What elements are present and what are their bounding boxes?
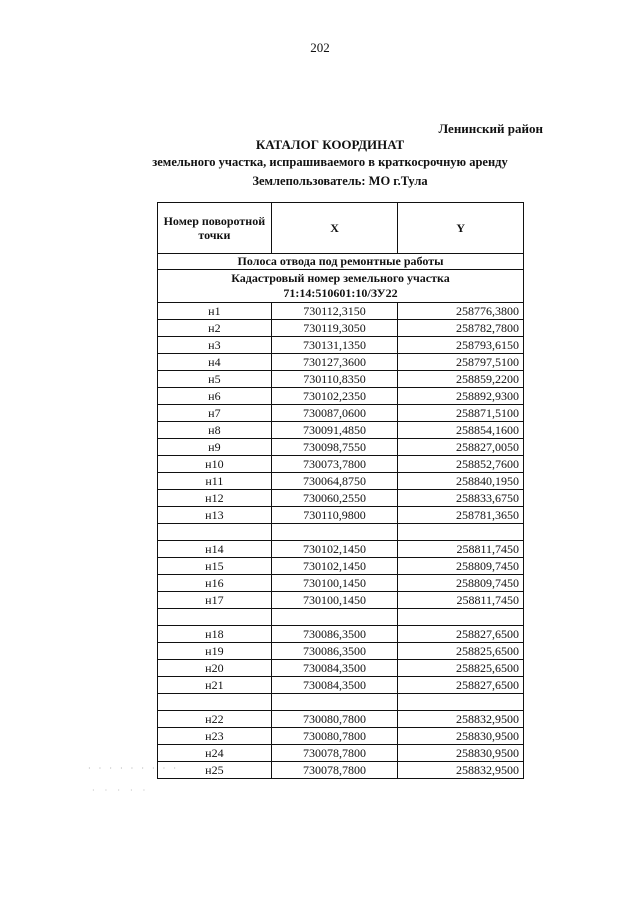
point-cell: н5	[158, 371, 272, 388]
point-cell: н14	[158, 541, 272, 558]
table-row	[158, 762, 524, 779]
y-cell: 258809,7450	[398, 558, 524, 575]
table-row	[158, 626, 524, 643]
x-cell: 730073,7800	[271, 456, 398, 473]
x-cell: 730119,3050	[271, 320, 398, 337]
header-x: X	[271, 203, 398, 254]
cadastral-value: 71:14:510601:10/ЗУ22	[283, 286, 398, 300]
point-cell: н6	[158, 388, 272, 405]
table-row	[158, 303, 524, 320]
point-cell: н4	[158, 354, 272, 371]
table-row	[158, 643, 524, 660]
point-cell: н11	[158, 473, 272, 490]
y-cell: 258797,5100	[398, 354, 524, 371]
y-cell: 258825,6500	[398, 660, 524, 677]
table-row	[158, 711, 524, 728]
x-cell: 730087,0600	[271, 405, 398, 422]
table-row	[158, 694, 524, 711]
x-cell	[271, 609, 398, 626]
margin-marks: · · · · · · · · ·	[88, 764, 179, 773]
table-row	[158, 541, 524, 558]
point-cell: н21	[158, 677, 272, 694]
y-cell: 258852,7600	[398, 456, 524, 473]
point-cell: н23	[158, 728, 272, 745]
point-cell	[158, 694, 272, 711]
y-cell	[398, 609, 524, 626]
point-cell: н22	[158, 711, 272, 728]
y-cell: 258832,9500	[398, 711, 524, 728]
document-title: КАТАЛОГ КООРДИНАТ	[255, 137, 405, 152]
header-point-number: Номер поворотной точки	[158, 203, 272, 254]
x-cell	[271, 524, 398, 541]
x-cell: 730110,9800	[271, 507, 398, 524]
y-cell: 258793,6150	[398, 337, 524, 354]
point-cell: н25	[158, 762, 272, 779]
table-row	[158, 354, 524, 371]
point-cell: н13	[158, 507, 272, 524]
point-cell: н8	[158, 422, 272, 439]
x-cell: 730102,1450	[271, 558, 398, 575]
coordinates-table	[157, 202, 524, 779]
cadastral-row	[158, 270, 524, 303]
margin-marks: · · · · ·	[92, 786, 150, 795]
x-cell: 730098,7550	[271, 439, 398, 456]
table-row	[158, 337, 524, 354]
y-cell: 258871,5100	[398, 405, 524, 422]
x-cell: 730091,4850	[271, 422, 398, 439]
table-row	[158, 490, 524, 507]
table-row	[158, 388, 524, 405]
x-cell: 730080,7800	[271, 711, 398, 728]
y-cell: 258859,2200	[398, 371, 524, 388]
table-header-row	[158, 203, 524, 254]
y-cell	[398, 524, 524, 541]
point-cell: н16	[158, 575, 272, 592]
x-cell: 730131,1350	[271, 337, 398, 354]
table-row	[158, 745, 524, 762]
point-cell: н12	[158, 490, 272, 507]
point-cell: н3	[158, 337, 272, 354]
x-cell	[271, 694, 398, 711]
x-cell: 730102,1450	[271, 541, 398, 558]
x-cell: 730084,3500	[271, 677, 398, 694]
y-cell: 258830,9500	[398, 728, 524, 745]
x-cell: 730102,2350	[271, 388, 398, 405]
table-row	[158, 524, 524, 541]
y-cell: 258782,7800	[398, 320, 524, 337]
point-cell: н20	[158, 660, 272, 677]
point-cell: н7	[158, 405, 272, 422]
point-cell: н1	[158, 303, 272, 320]
table-row	[158, 456, 524, 473]
land-user: Землепользователь: МО г.Тула	[252, 174, 428, 188]
point-cell: н10	[158, 456, 272, 473]
x-cell: 730086,3500	[271, 626, 398, 643]
y-cell: 258830,9500	[398, 745, 524, 762]
y-cell: 258811,7450	[398, 541, 524, 558]
x-cell: 730100,1450	[271, 575, 398, 592]
y-cell: 258854,1600	[398, 422, 524, 439]
point-cell: н24	[158, 745, 272, 762]
x-cell: 730110,8350	[271, 371, 398, 388]
y-cell: 258827,6500	[398, 626, 524, 643]
x-cell: 730100,1450	[271, 592, 398, 609]
point-cell: н19	[158, 643, 272, 660]
table-row	[158, 575, 524, 592]
y-cell: 258776,3800	[398, 303, 524, 320]
point-cell: н15	[158, 558, 272, 575]
point-cell: н9	[158, 439, 272, 456]
y-cell: 258833,6750	[398, 490, 524, 507]
table-row	[158, 507, 524, 524]
document-subtitle: земельного участка, испрашиваемого в краткосрочную аренду	[152, 155, 508, 169]
table-row	[158, 405, 524, 422]
y-cell: 258809,7450	[398, 575, 524, 592]
x-cell: 730078,7800	[271, 745, 398, 762]
table-row	[158, 439, 524, 456]
x-cell: 730086,3500	[271, 643, 398, 660]
y-cell: 258811,7450	[398, 592, 524, 609]
y-cell: 258832,9500	[398, 762, 524, 779]
table-row	[158, 320, 524, 337]
section-label: Полоса отвода под ремонтные работы	[158, 254, 524, 270]
point-cell: н18	[158, 626, 272, 643]
y-cell: 258840,1950	[398, 473, 524, 490]
x-cell: 730060,2550	[271, 490, 398, 507]
table-row	[158, 422, 524, 439]
header-y: Y	[398, 203, 524, 254]
table-row	[158, 592, 524, 609]
point-cell: н2	[158, 320, 272, 337]
x-cell: 730127,3600	[271, 354, 398, 371]
table-row	[158, 609, 524, 626]
point-cell	[158, 524, 272, 541]
table-row	[158, 473, 524, 490]
table-row	[158, 660, 524, 677]
y-cell	[398, 694, 524, 711]
point-cell	[158, 609, 272, 626]
y-cell: 258827,6500	[398, 677, 524, 694]
x-cell: 730112,3150	[271, 303, 398, 320]
x-cell: 730064,8750	[271, 473, 398, 490]
table-row	[158, 728, 524, 745]
page-number: 202	[310, 40, 330, 55]
x-cell: 730078,7800	[271, 762, 398, 779]
table-row	[158, 558, 524, 575]
cadastral-caption: Кадастровый номер земельного участка	[231, 271, 450, 285]
section-row	[158, 254, 524, 270]
x-cell: 730084,3500	[271, 660, 398, 677]
district-label: Ленинский район	[438, 121, 543, 136]
point-cell: н17	[158, 592, 272, 609]
y-cell: 258825,6500	[398, 643, 524, 660]
table-row	[158, 371, 524, 388]
y-cell: 258781,3650	[398, 507, 524, 524]
y-cell: 258827,0050	[398, 439, 524, 456]
cadastral-number	[158, 270, 524, 303]
y-cell: 258892,9300	[398, 388, 524, 405]
x-cell: 730080,7800	[271, 728, 398, 745]
table-row	[158, 677, 524, 694]
